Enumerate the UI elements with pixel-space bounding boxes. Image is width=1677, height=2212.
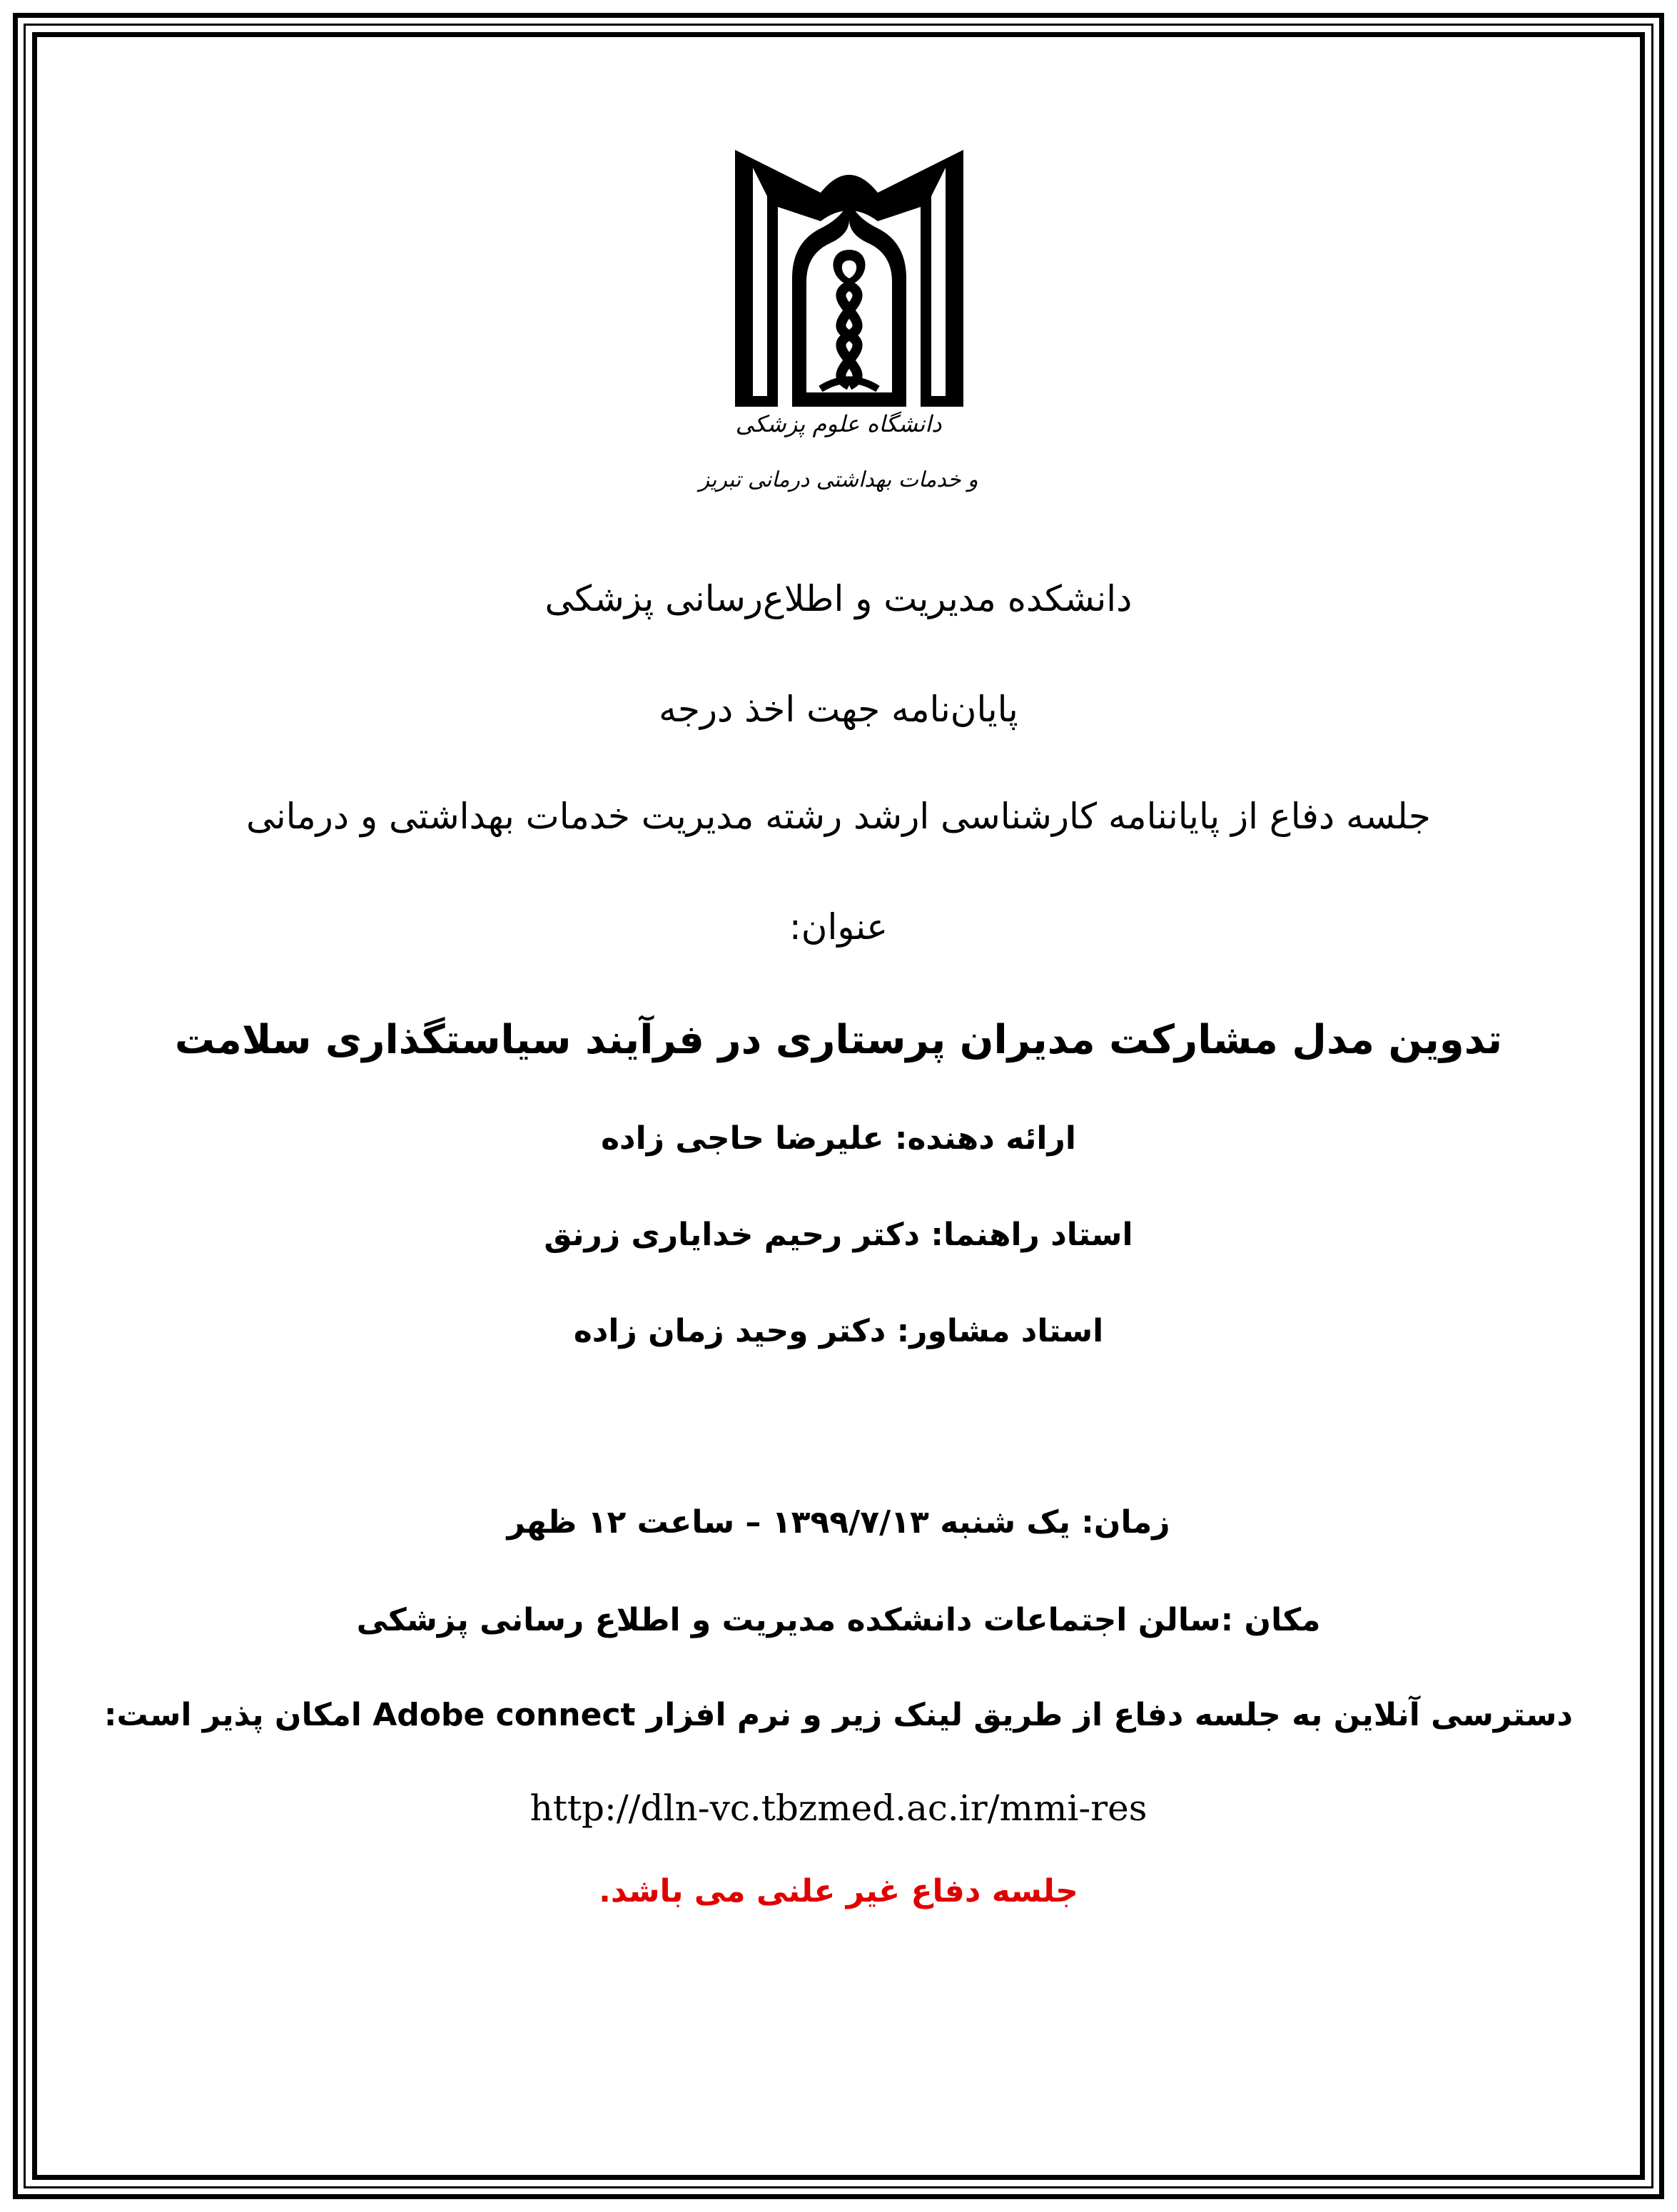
online-access-info: دسترسی آنلاین به جلسه دفاع از طریق لینک زیر و نرم افزار Adobe connect امکان پذیر است: — [103, 1697, 1574, 1733]
thesis-title: تدوین مدل مشارکت مدیران پرستاری در فرآیند سیاستگذاری سلامت — [174, 1017, 1503, 1063]
session-location: مکان :سالن اجتماعات دانشکده مدیریت و اطلاع رسانی پزشکی — [356, 1602, 1321, 1638]
supervisor: استاد راهنما: دکتر رحیم خدایاری زرنق — [544, 1217, 1133, 1253]
session-link[interactable]: http://dln-vc.tbzmed.ac.ir/mmi-res — [530, 1787, 1147, 1829]
session-description: جلسه دفاع از پایاننامه کارشناسی ارشد رشته مدیریت خدمات بهداشتی و درمانی — [246, 796, 1431, 837]
title-label: عنوان: — [789, 906, 888, 948]
faculty-name: دانشکده مدیریت و اطلاع‌رسانی پزشکی — [544, 578, 1133, 619]
logo-caption-line1: دانشگاه علوم پزشکی — [735, 410, 942, 437]
advisor: استاد مشاور: دکتر وحید زمان زاده — [573, 1313, 1104, 1349]
private-session-notice: جلسه دفاع غیر علنی می باشد. — [599, 1873, 1078, 1909]
session-time: زمان: یک شنبه ۱۳۹۹/۷/۱۳ – ساعت ۱۲ ظهر — [507, 1504, 1170, 1541]
thesis-purpose: پایان‌نامه جهت اخذ درجه — [659, 689, 1018, 730]
logo-caption-line2: و خدمات بهداشتی درمانی تبریز — [699, 467, 978, 492]
presenter: ارائه دهنده: علیرضا حاجی زاده — [601, 1120, 1076, 1157]
